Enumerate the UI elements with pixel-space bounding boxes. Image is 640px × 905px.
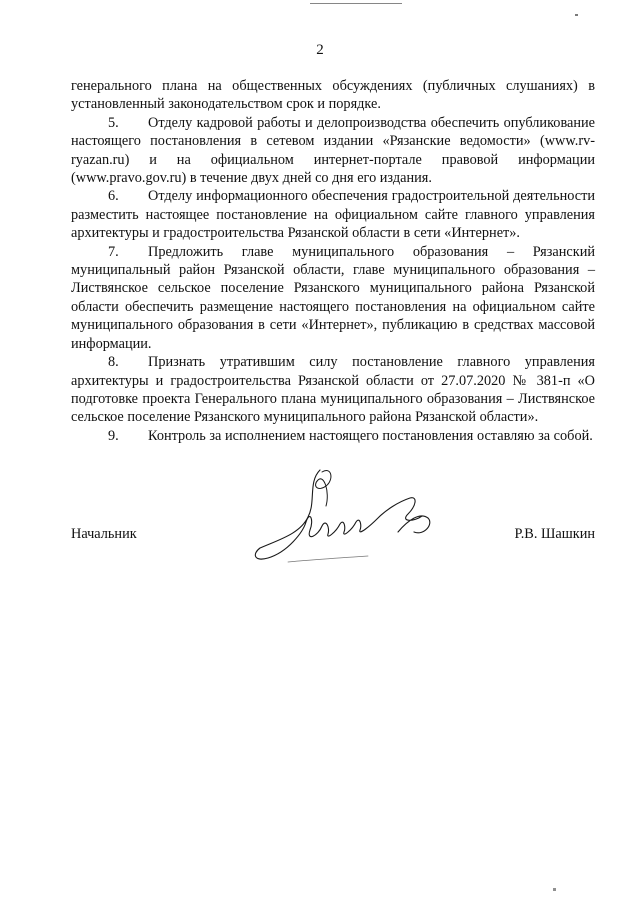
- paragraph-number: 5.: [108, 114, 119, 131]
- paragraph-text: генерального плана на общественных обсуждениях (публичных слушаниях) в установленный законодательством срок и порядке.: [71, 78, 595, 113]
- paragraph-item-9: [71, 427, 595, 445]
- signature-block: [71, 526, 595, 546]
- page-number: 2: [316, 42, 324, 58]
- scan-edge-mark-top: [310, 3, 402, 4]
- paragraph-item-8: [71, 353, 595, 427]
- paragraph-text: Предложить главе муниципального образования – Рязанский муниципальный район Рязанской области, главе муниципального образования – Листвянское сельское поселение Рязанского муниципального района Рязанской области обеспечить размещение настоящего постановления на официальном сайте муниципального образования в сети «Интернет», публикацию в средствах массовой информации.: [71, 243, 595, 352]
- paragraph-number: 9.: [108, 427, 119, 444]
- paragraph-number: 6.: [108, 188, 119, 205]
- paragraph-number: 7.: [108, 243, 119, 260]
- paragraph-item-5: [71, 114, 595, 188]
- paragraph-continuation: [71, 77, 595, 114]
- paragraph-text: Отделу информационного обеспечения градостроительной деятельности разместить настоящее постановление на официальном сайте главного управления архитектуры и градостроительства Рязанской области в сети «Интернет».: [71, 188, 595, 242]
- scan-edge-mark-bottom: [553, 888, 556, 891]
- paragraph-item-6: [71, 187, 595, 242]
- paragraph-number: 8.: [108, 354, 119, 371]
- signatory-title: Начальник: [71, 526, 137, 542]
- handwritten-signature: [248, 462, 448, 582]
- document-body: [71, 77, 595, 445]
- signatory-name: Р.В. Шашкин: [514, 526, 595, 542]
- paragraph-item-7: [71, 243, 595, 353]
- paragraph-text: Отделу кадровой работы и делопроизводства обеспечить опубликование настоящего постановления в сетевом издании «Рязанские ведомости» (www.rv-ryazan.ru) и на официальном интернет-портале правовой информации (www.pravo.gov.ru) в течение двух дней со дня его издания.: [71, 114, 595, 187]
- scan-edge-mark-top-right: [575, 14, 578, 16]
- paragraph-text: Контроль за исполнением настоящего постановления оставляю за собой.: [148, 427, 593, 444]
- paragraph-text: Признать утратившим силу постановление главного управления архитектуры и градостроительства Рязанской области от 27.07.2020 № 381-п «О подготовке проекта Генерального плана муниципального образования – Листвянское сельское поселение Рязанского муниципального района Рязанской области».: [71, 354, 595, 426]
